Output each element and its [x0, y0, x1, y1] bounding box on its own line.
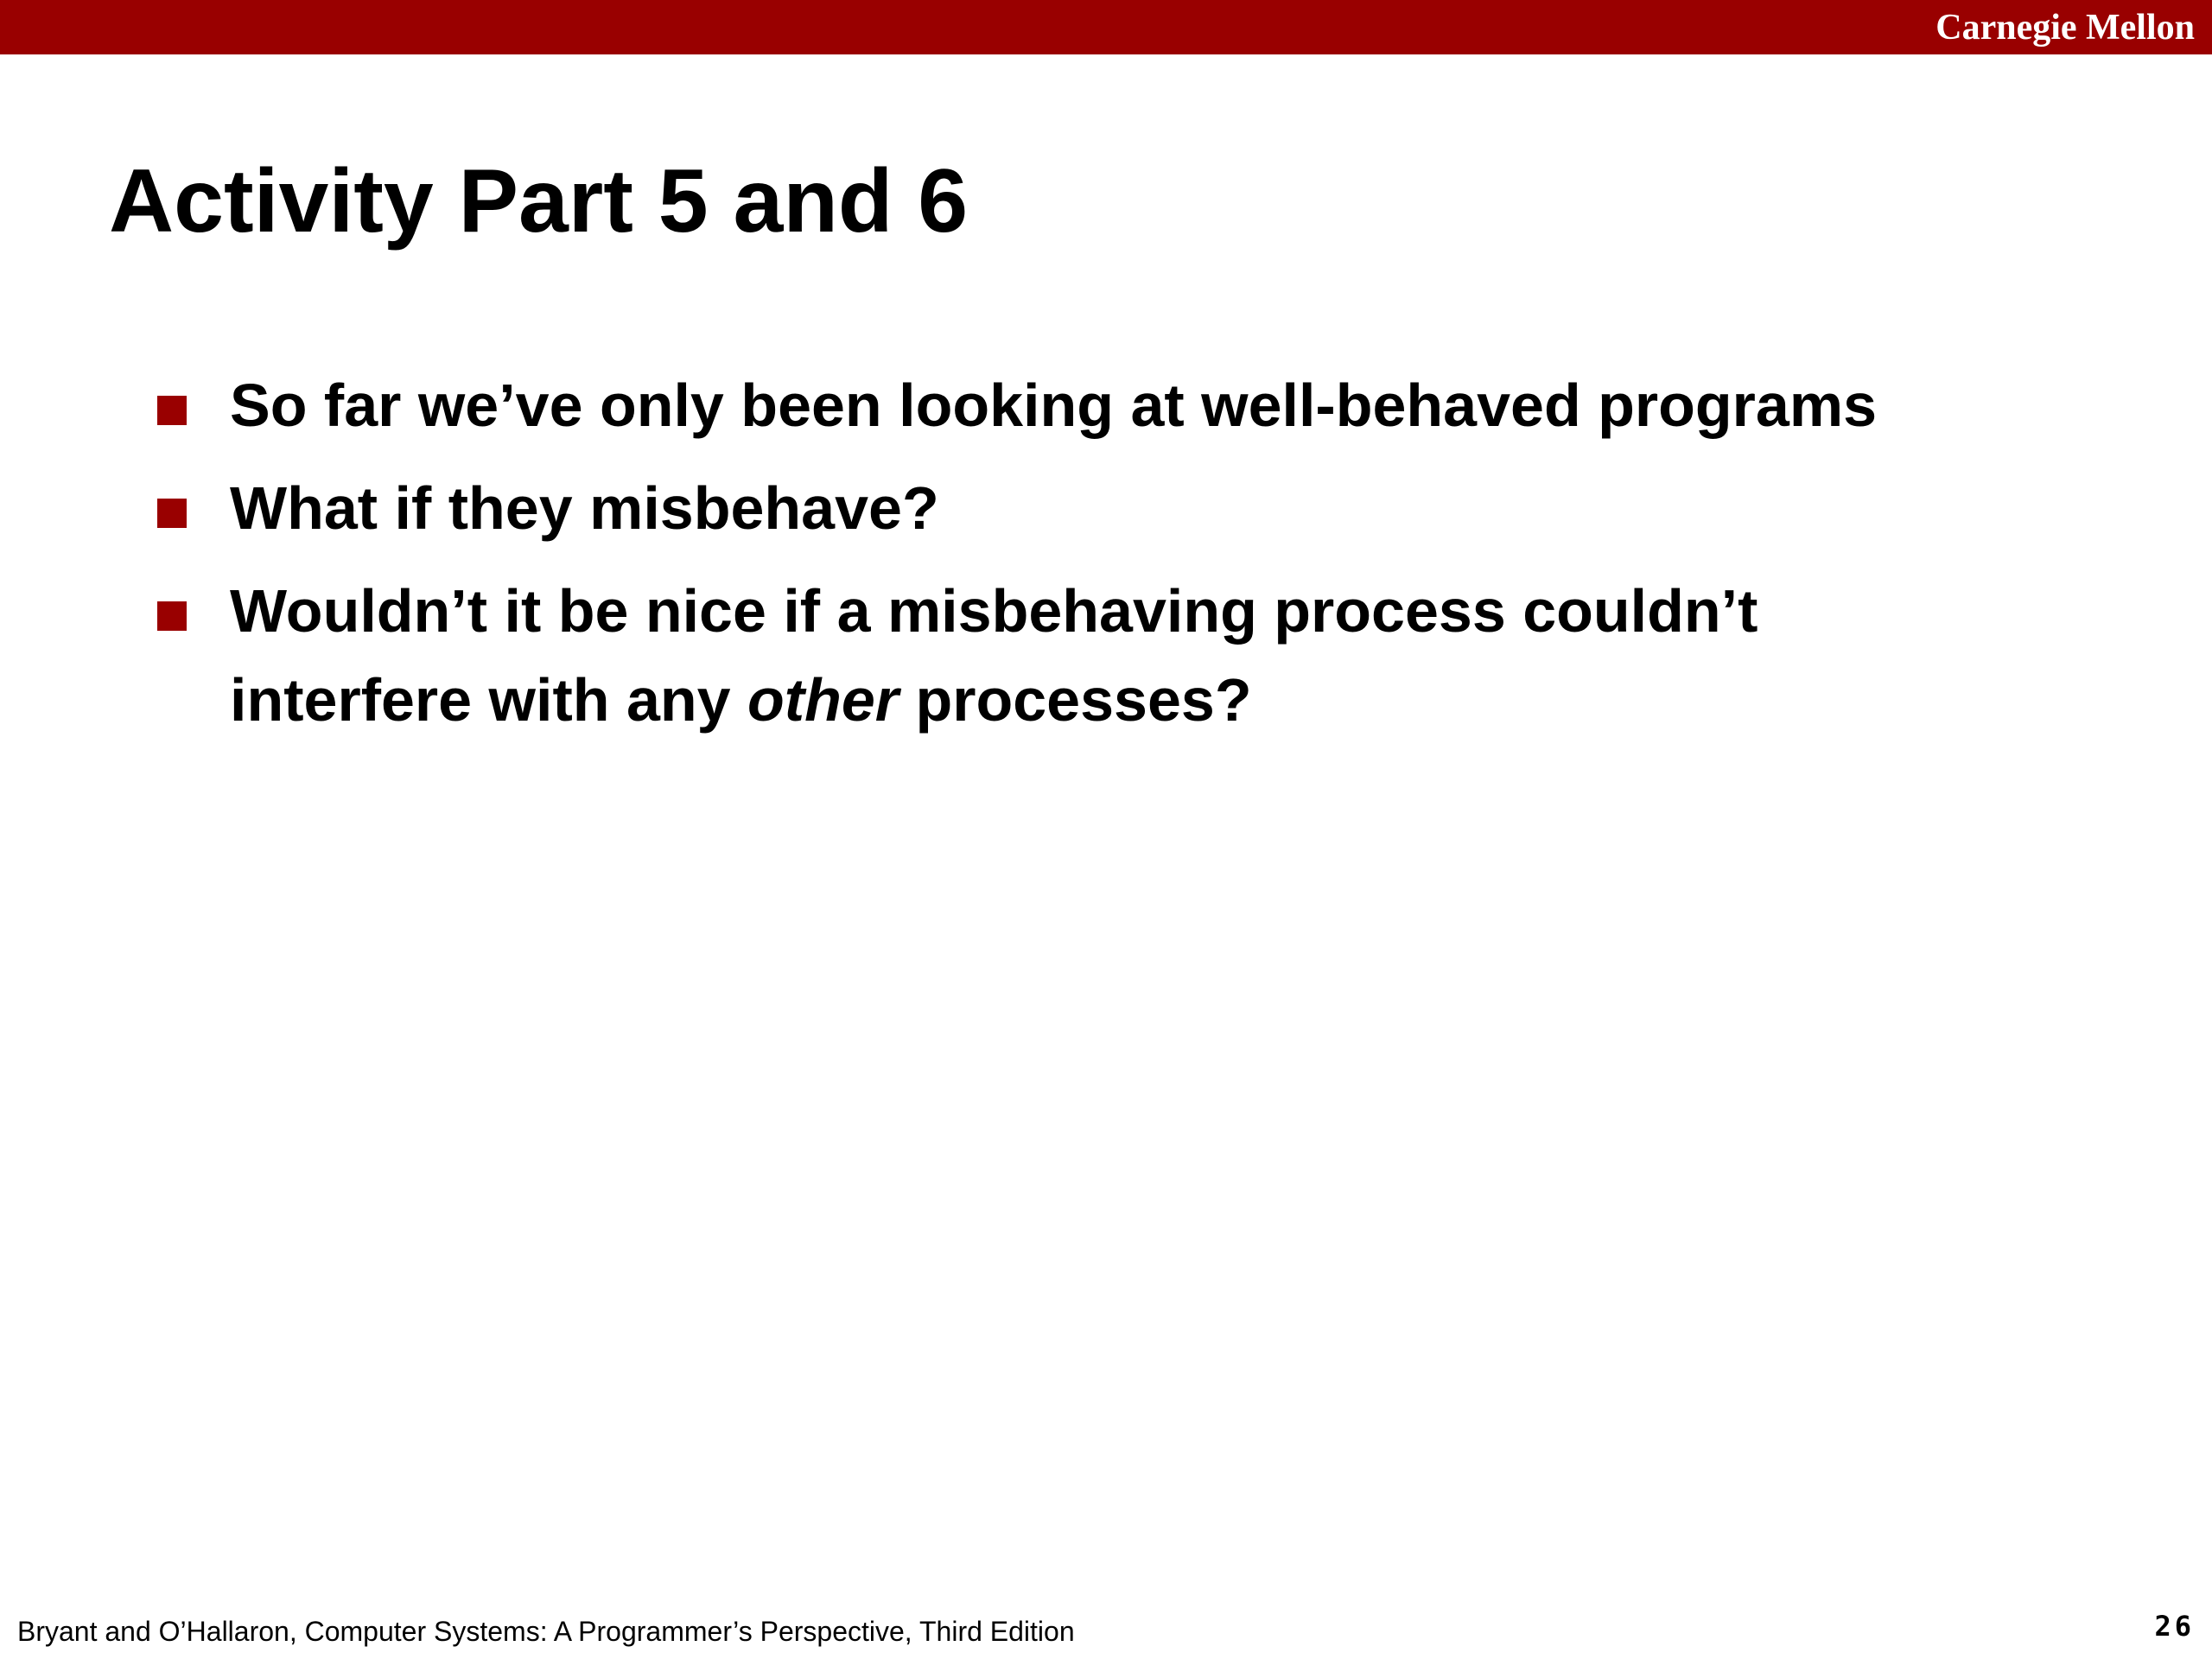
bullet-item-misbehave: [154, 464, 1968, 553]
bullet-emphasis: other: [747, 666, 899, 734]
brand-logo: Carnegie Mellon: [1936, 8, 2195, 48]
bullet-text-after: processes?: [899, 666, 1252, 734]
bullet-text: So far we’ve only been looking at well-behaved programs: [230, 372, 1878, 439]
header-bar: [0, 0, 2212, 54]
bullet-text-before: Wouldn’t it be nice if a misbehaving process couldn’t interfere with any: [230, 577, 1758, 734]
bullet-text: What if they misbehave?: [230, 474, 939, 542]
square-bullet-icon: [157, 601, 187, 631]
bullet-list: [154, 361, 1968, 759]
bullet-item-wellbehaved: [154, 361, 1968, 450]
square-bullet-icon: [157, 396, 187, 425]
footer-citation: Bryant and O’Hallaron, Computer Systems: A Programmer’s Perspective, Third Edition: [17, 1616, 1075, 1647]
slide-title: Activity Part 5 and 6: [109, 151, 969, 251]
page-number: 26: [2154, 1610, 2195, 1643]
bullet-item-interference: [154, 567, 1968, 745]
square-bullet-icon: [157, 499, 187, 528]
